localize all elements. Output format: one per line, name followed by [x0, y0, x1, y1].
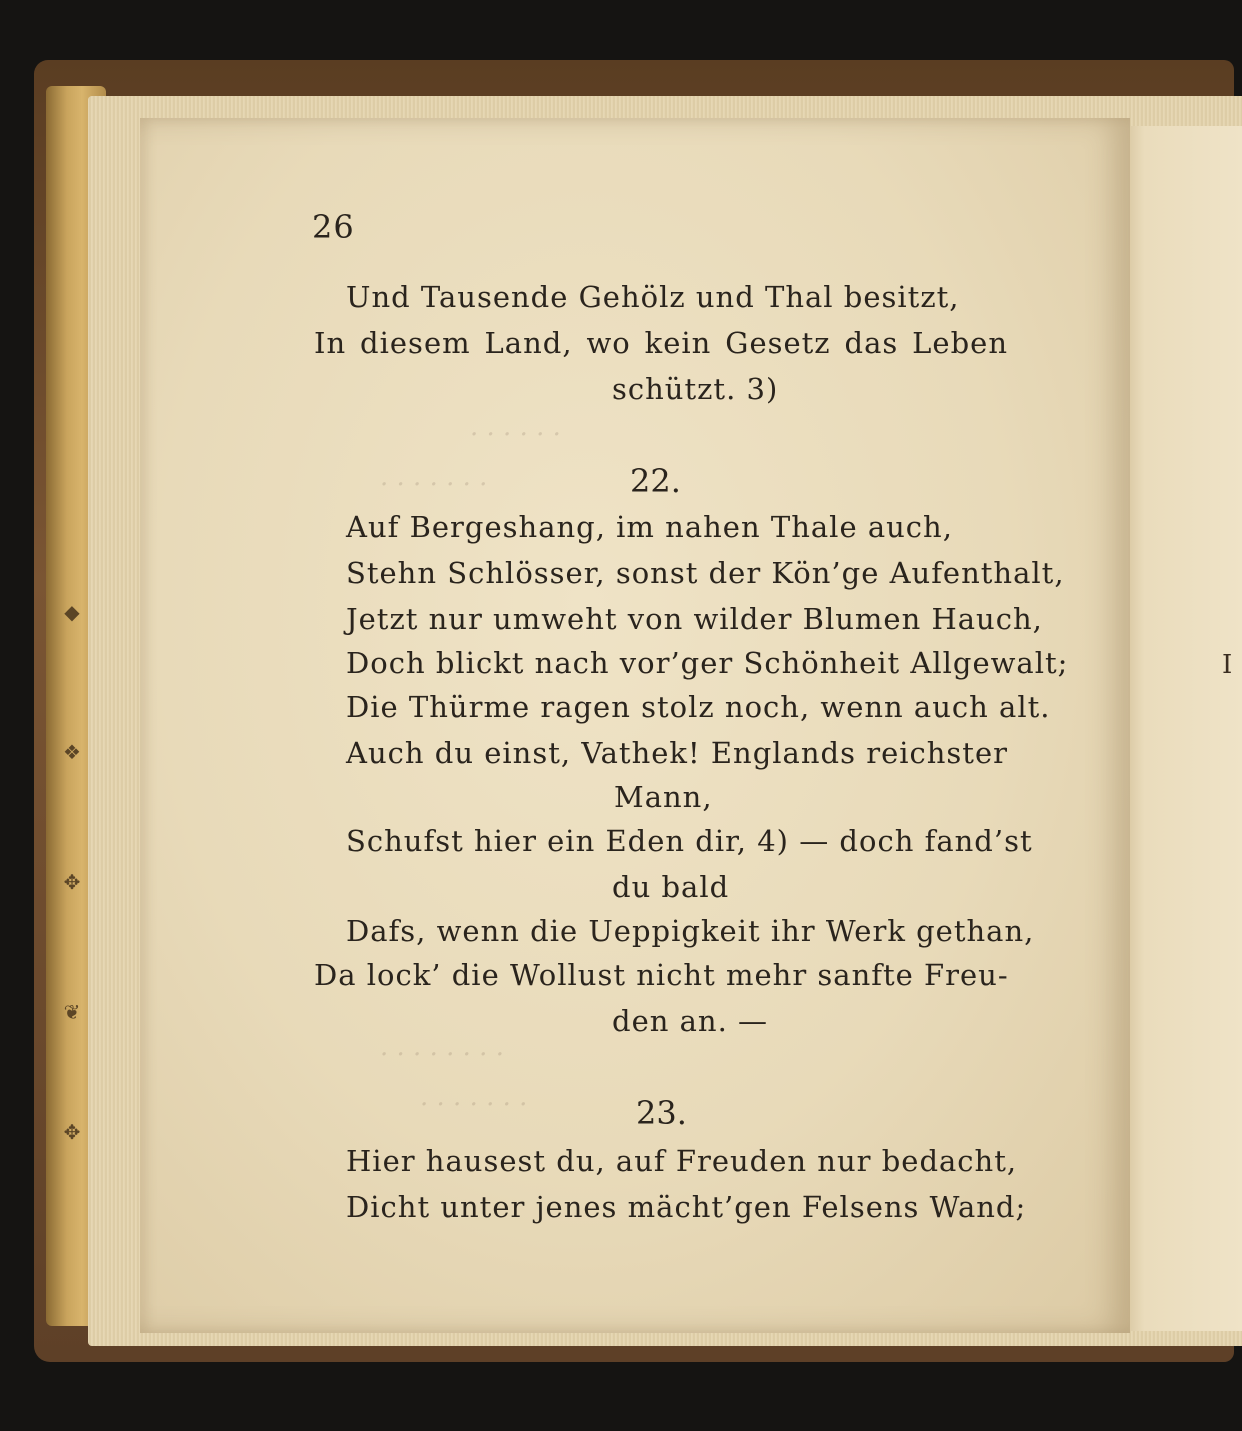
verse-line: Hier hausest du, auf Freuden nur bedacht,	[346, 1144, 1018, 1178]
verse-line: den an. —	[612, 1004, 769, 1038]
verse-line: schützt. 3)	[612, 372, 779, 406]
verse-line: Die Thürme ragen stolz noch, wenn auch alt.	[346, 690, 1051, 724]
show-through-text: · · · · · ·	[470, 420, 561, 450]
verse-line: Jetzt nur umweht von wilder Blumen Hauch,	[346, 602, 1043, 636]
show-through-text: · · · · · · ·	[380, 470, 488, 500]
facing-page	[1112, 126, 1242, 1331]
spine-ornament-icon: ✥	[63, 870, 81, 894]
verse-line: Mann,	[614, 780, 713, 814]
verse-line: Auch du einst, Vathek! Englands reichster	[346, 736, 1008, 770]
verse-line: In diesem Land, wo kein Gesetz das Leben	[314, 326, 1008, 360]
verse-line: Dafs, wenn die Ueppigkeit ihr Werk gethan,	[346, 914, 1035, 948]
verse-line: Stehn Schlösser, sonst der Kön’ge Aufenthalt,	[346, 556, 1065, 590]
stanza-number: 22.	[630, 462, 681, 500]
verse-line: Auf Bergeshang, im nahen Thale auch,	[346, 510, 953, 544]
verse-line: Schufst hier ein Eden dir, 4) — doch fand’st	[346, 824, 1033, 858]
stanza-number: 23.	[636, 1094, 687, 1132]
verse-line: du bald	[612, 870, 730, 904]
verse-line: Dicht unter jenes mächt’gen Felsens Wand;	[346, 1190, 1027, 1224]
verse-line: Da lock’ die Wollust nicht mehr sanfte Freu-	[314, 958, 1009, 992]
show-through-text: · · · · · · · ·	[380, 1040, 504, 1070]
spine-ornament-icon: ◆	[64, 600, 80, 624]
spine-ornament-icon: ❖	[63, 740, 81, 764]
spine-ornament-icon: ❦	[63, 1000, 81, 1024]
page-number: 26	[312, 208, 355, 246]
spine-ornament-icon: ✥	[63, 1120, 81, 1144]
verse-line: Und Tausende Gehölz und Thal besitzt,	[346, 280, 960, 314]
facing-page-fragment: I	[1222, 650, 1233, 680]
verse-line: Doch blickt nach vor’ger Schönheit Allgewalt;	[346, 646, 1069, 680]
show-through-text: · · · · · · ·	[420, 1090, 528, 1120]
